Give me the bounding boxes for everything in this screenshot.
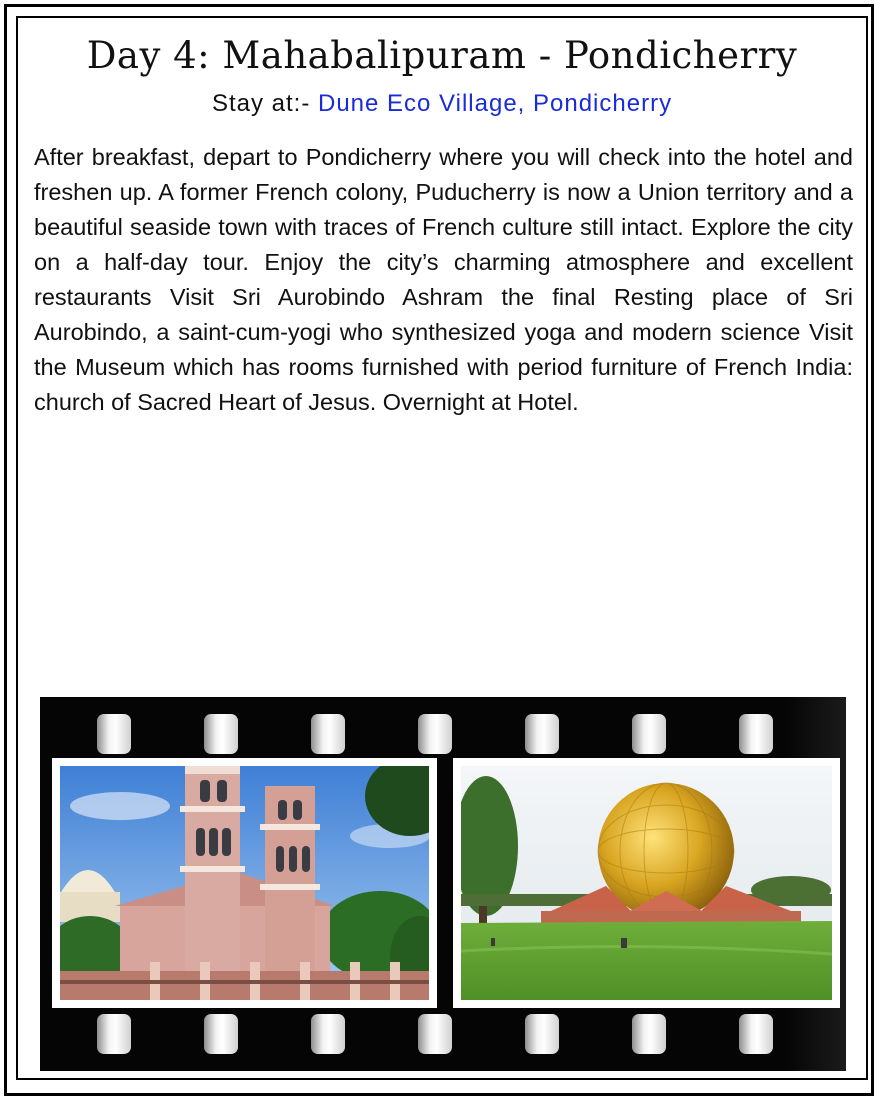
stay-line — [16, 90, 868, 118]
film-strip — [40, 697, 846, 1071]
film-hole — [418, 714, 452, 754]
day-description: After breakfast, depart to Pondicherry where you will check into the hotel and freshen up. A former French colony, Puducherry is now a Union territory and a beautiful seaside town with traces of French culture still intact. Explore the city on a half-day tour. Enjoy the city’s charming atmosphere and excellent restaurants Visit Sri Aurobindo Ashram the final Resting place of Sri Aurobindo, a saint-cum-yogi who synthesized yoga and modern science Visit the Museum which has rooms furnished with period furniture of French India: church of Sacred Heart of Jesus. Overnight at Hotel. — [34, 144, 853, 415]
film-hole — [632, 1014, 666, 1054]
matrimandir-photo-frame — [453, 758, 840, 1008]
film-hole — [97, 714, 131, 754]
film-hole — [204, 1014, 238, 1054]
stay-label: Stay at:- — [211, 90, 318, 117]
film-hole — [525, 1014, 559, 1054]
page-title: Day 4: Mahabalipuram - Pondicherry — [86, 34, 798, 77]
film-hole — [739, 714, 773, 754]
hotel-name: Dune Eco Village, Pondicherry — [317, 90, 673, 117]
film-hole — [418, 1014, 452, 1054]
film-hole — [311, 714, 345, 754]
film-hole — [632, 714, 666, 754]
film-hole — [739, 1014, 773, 1054]
film-hole — [204, 714, 238, 754]
matrimandir-photo — [461, 766, 832, 1000]
church-photo-frame — [52, 758, 437, 1008]
church-photo — [60, 766, 429, 1000]
film-hole — [311, 1014, 345, 1054]
film-hole — [97, 1014, 131, 1054]
film-hole — [525, 714, 559, 754]
